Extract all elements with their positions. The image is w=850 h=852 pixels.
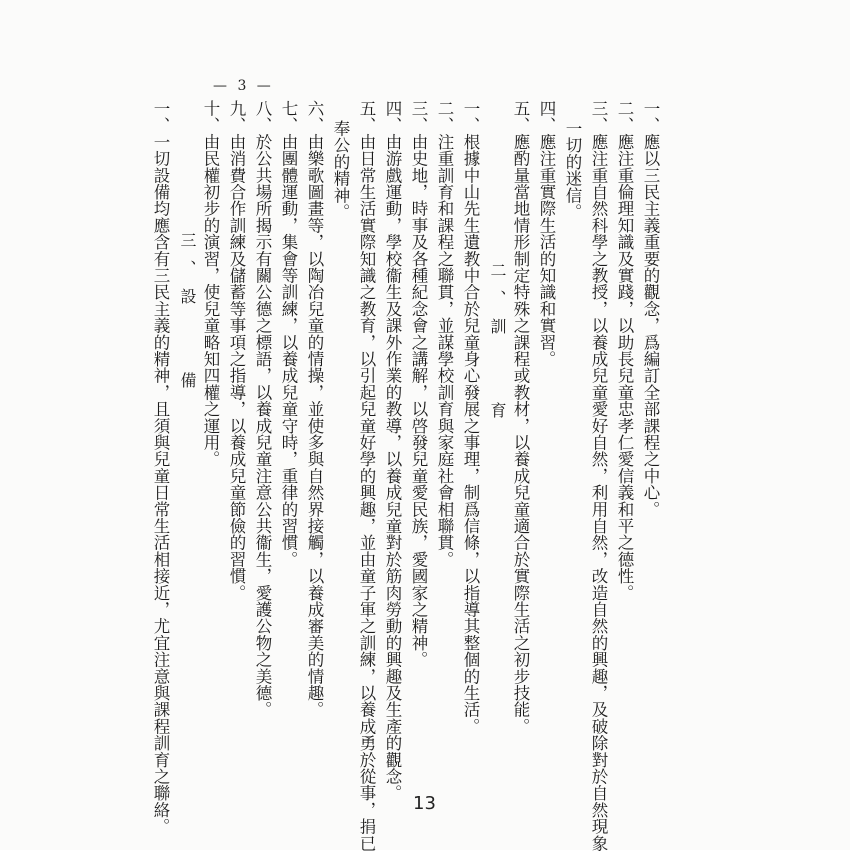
section-heading-training: 二、訓 育: [488, 262, 507, 430]
page-header-number: — 3 —: [213, 78, 274, 94]
training-item-1: 一、根據中山先生遺教中合於兒童身心發展之事理，制爲信條，以指導其整個的生活。: [461, 100, 480, 735]
training-item-5: 五、由日常生活實際知識之教育，以引起兒童好學的興趣，並由童子軍之訓練，以養成勇於從事，捐已: [357, 100, 376, 852]
curriculum-item-2: 二、應注重倫理知識及實踐，以助長兒童忠孝仁愛信義和平之德性。: [615, 100, 634, 601]
curriculum-item-4: 四、應注重實際生活的知識和實習。: [537, 100, 556, 368]
training-item-2: 二、注重訓育和課程之聯貫，並謀學校訓育與家庭社會相聯貫。: [435, 100, 454, 568]
curriculum-item-5: 五、應酌量當地情形制定特殊之課程或教材，以養成兒童適合於實際生活之初步技能。: [511, 100, 530, 735]
training-item-8: 八、於公共場所揭示有關公德之標語，以養成兒童注意公共衞生，愛護公物之美德。: [253, 100, 272, 718]
equipment-item-1: 一、一切設備均應含有三民主義的精神，且須與兒童日常生活相接近，尤宜注意與課程訓育之聯絡。: [151, 100, 170, 835]
section-heading-equipment: 三、設 備: [178, 232, 197, 400]
training-item-9: 九、由消費合作訓練及儲蓄等事項之指導，以養成兒童節儉的習慣。: [227, 100, 246, 601]
training-item-4: 四、由游戲運動，學校衞生及課外作業的教導，以養成兒童對於筋肉勞動的興趣及生產的觀念。: [383, 100, 402, 802]
training-item-5-cont: 奉公的精神。: [331, 120, 350, 221]
training-item-3: 三、由史地，時事及各種紀念會之講解，以啓發兒童愛民族，愛國家之精神。: [409, 100, 428, 668]
training-item-10: 十、由民權初步的演習，使兒童略知四權之運用。: [201, 100, 220, 468]
training-item-6: 六、由樂歌圖畫等，以陶冶兒童的情操，並使多與自然界接觸，以養成審美的情趣。: [305, 100, 324, 718]
page-footer-number: 13: [413, 793, 436, 814]
curriculum-item-1: 一、應以三民主義重要的觀念，爲編訂全部課程之中心。: [641, 100, 660, 518]
training-item-7: 七、由團體運動，集會等訓練，以養成兒童守時，重律的習慣。: [279, 100, 298, 568]
curriculum-item-3: 三、應注重自然科學之教授，以養成兒童愛好自然，利用自然，改造自然的興趣，及破除對於自然現象: [589, 100, 608, 852]
curriculum-item-3-cont: 一切的迷信。: [563, 120, 582, 221]
